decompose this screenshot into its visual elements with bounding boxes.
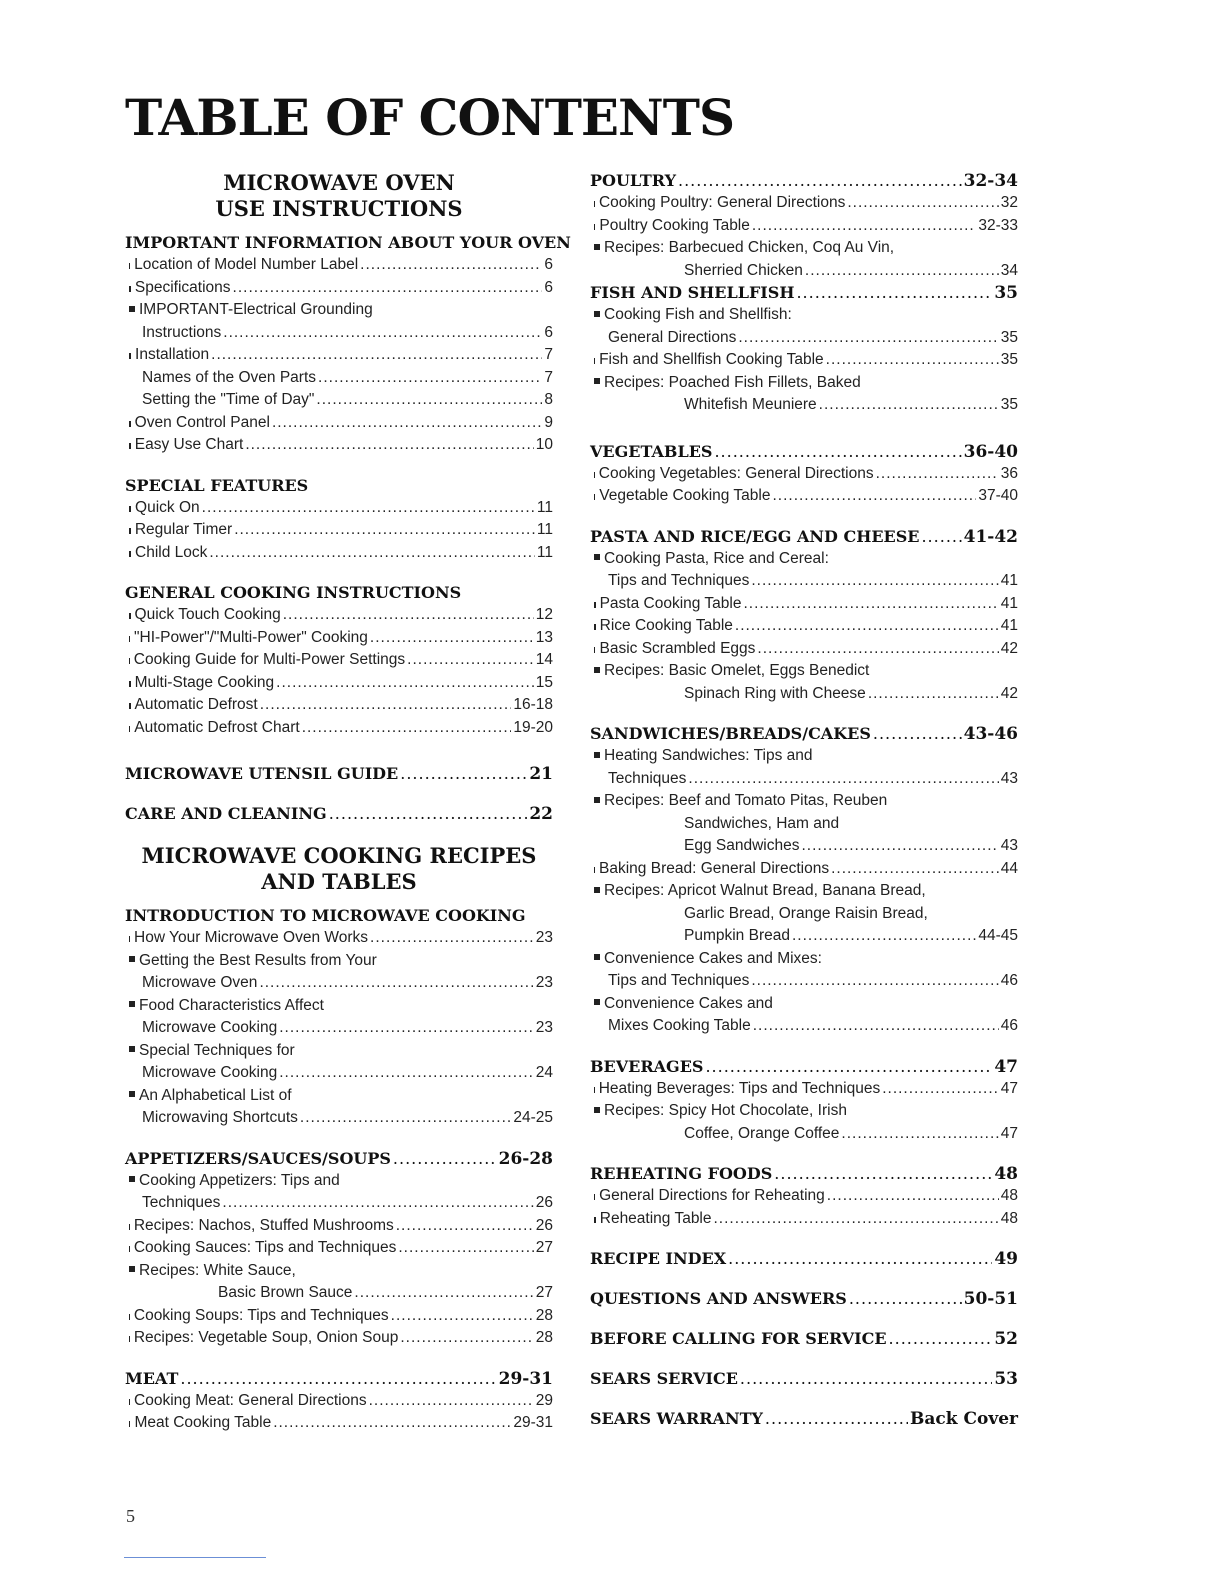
toc-entry: IMPORTANT-Electrical Grounding	[125, 299, 553, 322]
part-heading-line: MICROWAVE COOKING RECIPES	[141, 843, 537, 868]
toc-entry: Easy Use Chart ..... 10	[125, 434, 553, 457]
toc-entry: Quick Touch Cooking ..... 12	[125, 604, 553, 627]
section-heading-beverages: BEVERAGES ..... 47	[590, 1056, 1018, 1078]
section-heading-questions: QUESTIONS AND ANSWERS ..... 50-51	[590, 1288, 1018, 1310]
toc-entry: Cooking Fish and Shellfish:	[590, 304, 1018, 327]
toc-entry: General Directions for Reheating ..... 48	[590, 1185, 1018, 1208]
toc-entry: An Alphabetical List of	[125, 1085, 553, 1108]
bullet-icon	[594, 244, 600, 250]
toc-entry: Garlic Bread, Orange Raisin Bread,	[684, 904, 928, 922]
bullet-icon	[594, 1194, 595, 1200]
toc-entry: Whitefish Meuniere ..... 35	[590, 394, 1018, 417]
bullet-icon	[129, 726, 130, 732]
toc-entry: Instructions ..... 6	[125, 322, 553, 345]
bullet-icon	[129, 1336, 130, 1342]
toc-entry: Recipes: Beef and Tomato Pitas, Reuben	[590, 790, 1018, 813]
toc-entry: Recipes: White Sauce,	[125, 1260, 553, 1283]
bullet-icon	[129, 703, 131, 709]
toc-entry: Pasta Cooking Table ..... 41	[590, 593, 1018, 616]
section-heading-reheating: REHEATING FOODS ..... 48	[590, 1163, 1018, 1185]
toc-entry: Microwave Oven ..... 23	[125, 972, 553, 995]
toc-entry: Cooking Poultry: General Directions ..... 32	[590, 192, 1018, 215]
toc-entry: Recipes: Nachos, Stuffed Mushrooms ..... 26	[125, 1215, 553, 1238]
toc-entry: Heating Sandwiches: Tips and	[590, 745, 1018, 768]
part-heading-line: USE INSTRUCTIONS	[215, 196, 463, 221]
section-heading-care: CARE AND CLEANING ..... 22	[125, 803, 553, 825]
part-heading-line: MICROWAVE OVEN	[223, 170, 455, 195]
toc-entry: Regular Timer ..... 11	[125, 519, 553, 542]
toc-entry: Sandwiches, Ham and	[684, 814, 840, 832]
toc-entry: "HI-Power"/"Multi-Power" Cooking ..... 13	[125, 627, 553, 650]
bullet-icon	[129, 1246, 130, 1252]
toc-entry: Getting the Best Results from Your	[125, 950, 553, 973]
bullet-icon	[129, 658, 130, 664]
bullet-icon	[129, 528, 131, 534]
toc-entry: Meat Cooking Table ..... 29-31	[125, 1412, 553, 1435]
toc-entry: Automatic Defrost ..... 16-18	[125, 694, 553, 717]
page-title: TABLE OF CONTENTS	[125, 88, 735, 147]
bullet-icon	[129, 1091, 135, 1097]
bullet-icon	[129, 936, 130, 942]
bullet-icon	[129, 1176, 135, 1182]
page-number: 5	[126, 1506, 135, 1526]
toc-entry: Cooking Pasta, Rice and Cereal:	[590, 548, 1018, 571]
section-heading-before-service: BEFORE CALLING FOR SERVICE ..... 52	[590, 1328, 1018, 1350]
toc-entry: Installation ..... 7	[125, 344, 553, 367]
bullet-icon	[129, 506, 131, 512]
toc-entry: Techniques ..... 43	[590, 768, 1018, 791]
bullet-icon	[129, 681, 131, 687]
toc-entry: Cooking Appetizers: Tips and	[125, 1170, 553, 1193]
toc-entry: Child Lock ..... 11	[125, 542, 553, 565]
toc-entry: Sherried Chicken ..... 34	[590, 260, 1018, 283]
bullet-icon	[594, 954, 600, 960]
bullet-icon	[129, 1314, 130, 1320]
bullet-icon	[129, 306, 135, 312]
bullet-icon	[594, 201, 595, 207]
section-heading-utensil: MICROWAVE UTENSIL GUIDE ..... 21	[125, 763, 553, 785]
toc-entry: Specifications ..... 6	[125, 277, 553, 300]
toc-entry: Microwave Cooking ..... 24	[125, 1062, 553, 1085]
toc-entry: How Your Microwave Oven Works ..... 23	[125, 927, 553, 950]
bullet-icon	[129, 613, 131, 619]
bullet-icon	[594, 472, 595, 478]
section-heading-recipe-index: RECIPE INDEX ..... 49	[590, 1248, 1018, 1270]
bullet-icon	[594, 494, 595, 500]
toc-entry: Spinach Ring with Cheese ..... 42	[590, 683, 1018, 706]
toc-entry: Convenience Cakes and	[590, 993, 1018, 1016]
toc-entry: Recipes: Apricot Walnut Bread, Banana Bread,	[590, 880, 1018, 903]
bullet-icon	[594, 797, 600, 803]
toc-entry: Names of the Oven Parts ..... 7	[125, 367, 553, 390]
bullet-icon	[594, 378, 600, 384]
toc-entry: Tips and Techniques ..... 41	[590, 570, 1018, 593]
bullet-icon	[594, 311, 600, 317]
bullet-icon	[594, 224, 595, 230]
bullet-icon	[129, 1399, 130, 1405]
toc-entry: Vegetable Cooking Table ..... 37-40	[590, 485, 1018, 508]
bullet-icon	[594, 867, 595, 873]
toc-entry: Recipes: Poached Fish Fillets, Baked	[590, 372, 1018, 395]
toc-entry: Convenience Cakes and Mixes:	[590, 948, 1018, 971]
toc-entry: Quick On ..... 11	[125, 497, 553, 520]
part-heading-line: AND TABLES	[261, 869, 417, 894]
bullet-icon	[594, 358, 595, 364]
toc-entry: Recipes: Barbecued Chicken, Coq Au Vin,	[590, 237, 1018, 260]
toc-entry: Automatic Defrost Chart ..... 19-20	[125, 717, 553, 740]
part-heading-recipes	[125, 843, 553, 895]
bullet-icon	[594, 624, 596, 630]
toc-entry: Basic Brown Sauce ..... 27	[125, 1282, 553, 1305]
bullet-icon	[129, 956, 135, 962]
bullet-icon	[594, 667, 600, 673]
bullet-icon	[129, 1046, 135, 1052]
bullet-icon	[129, 1224, 130, 1230]
toc-entry: Basic Scrambled Eggs ..... 42	[590, 638, 1018, 661]
section-heading-vegetables: VEGETABLES ..... 36-40	[590, 441, 1018, 463]
toc-entry: Microwave Cooking ..... 23	[125, 1017, 553, 1040]
toc-entry: Tips and Techniques ..... 46	[590, 970, 1018, 993]
bottom-rule	[124, 1557, 266, 1558]
toc-entry: Cooking Sauces: Tips and Techniques ..... 27	[125, 1237, 553, 1260]
section-heading-important: IMPORTANT INFORMATION ABOUT YOUR OVEN	[125, 233, 571, 252]
section-heading-sears-warranty: SEARS WARRANTY ..... Back Cover	[590, 1408, 1018, 1430]
right-column	[590, 170, 1018, 1430]
bullet-icon	[594, 887, 600, 893]
bullet-icon	[594, 752, 600, 758]
toc-entry: Cooking Meat: General Directions ..... 29	[125, 1390, 553, 1413]
bullet-icon	[129, 1001, 135, 1007]
toc-entry: Recipes: Basic Omelet, Eggs Benedict	[590, 660, 1018, 683]
section-heading-sears-service: SEARS SERVICE ..... 53	[590, 1368, 1018, 1390]
bullet-icon	[594, 1107, 600, 1113]
section-heading-intro: INTRODUCTION TO MICROWAVE COOKING	[125, 906, 526, 925]
section-heading-pasta: PASTA AND RICE/EGG AND CHEESE ..... 41-42	[590, 526, 1018, 548]
toc-entry: Microwaving Shortcuts ..... 24-25	[125, 1107, 553, 1130]
section-heading-general: GENERAL COOKING INSTRUCTIONS	[125, 583, 462, 602]
bullet-icon	[129, 551, 131, 557]
toc-entry: Reheating Table ..... 48	[590, 1208, 1018, 1231]
toc-entry: Heating Beverages: Tips and Techniques ..... 47	[590, 1078, 1018, 1101]
bullet-icon	[129, 286, 131, 292]
bullet-icon	[129, 263, 130, 269]
section-heading-poultry: POULTRY ..... 32-34	[590, 170, 1018, 192]
toc-entry: Setting the "Time of Day" ..... 8	[125, 389, 553, 412]
toc-entry: Location of Model Number Label ..... 6	[125, 254, 553, 277]
section-heading-special: SPECIAL FEATURES	[125, 475, 309, 495]
bullet-icon	[129, 636, 130, 642]
bullet-icon	[594, 602, 596, 608]
bullet-icon	[129, 443, 131, 449]
toc-entry: Oven Control Panel ..... 9	[125, 412, 553, 435]
toc-entry: General Directions ..... 35	[590, 327, 1018, 350]
bullet-icon	[594, 554, 600, 560]
bullet-icon	[594, 647, 595, 653]
bullet-icon	[594, 1087, 595, 1093]
toc-entry: Fish and Shellfish Cooking Table ..... 35	[590, 349, 1018, 372]
bullet-icon	[129, 1421, 130, 1427]
toc-entry: Coffee, Orange Coffee ..... 47	[590, 1123, 1018, 1146]
part-heading-use-instructions	[125, 170, 553, 222]
toc-entry: Baking Bread: General Directions ..... 44	[590, 858, 1018, 881]
toc-entry: Special Techniques for	[125, 1040, 553, 1063]
section-heading-appetizers: APPETIZERS/SAUCES/SOUPS ..... 26-28	[125, 1148, 553, 1170]
section-heading-meat: MEAT ..... 29-31	[125, 1368, 553, 1390]
toc-entry: Mixes Cooking Table ..... 46	[590, 1015, 1018, 1038]
toc-entry: Pumpkin Bread ..... 44-45	[590, 925, 1018, 948]
toc-entry: Multi-Stage Cooking ..... 15	[125, 672, 553, 695]
toc-entry: Food Characteristics Affect	[125, 995, 553, 1018]
section-heading-sandwiches: SANDWICHES/BREADS/CAKES ..... 43-46	[590, 723, 1018, 745]
toc-entry: Poultry Cooking Table ..... 32-33	[590, 215, 1018, 238]
section-heading-fish: FISH AND SHELLFISH ..... 35	[590, 282, 1018, 304]
toc-entry: Techniques ..... 26	[125, 1192, 553, 1215]
bullet-icon	[594, 999, 600, 1005]
toc-entry: Cooking Vegetables: General Directions ..... 36	[590, 463, 1018, 486]
left-column	[125, 170, 571, 1435]
toc-entry: Recipes: Vegetable Soup, Onion Soup ..... 28	[125, 1327, 553, 1350]
toc-entry: Rice Cooking Table ..... 41	[590, 615, 1018, 638]
toc-entry: Egg Sandwiches ..... 43	[590, 835, 1018, 858]
toc-entry: Cooking Guide for Multi-Power Settings ..... 14	[125, 649, 553, 672]
bullet-icon	[594, 1217, 596, 1223]
toc-entry: Cooking Soups: Tips and Techniques ..... 28	[125, 1305, 553, 1328]
bullet-icon	[129, 353, 131, 359]
toc-entry: Recipes: Spicy Hot Chocolate, Irish	[590, 1100, 1018, 1123]
bullet-icon	[129, 421, 131, 427]
bullet-icon	[129, 1266, 135, 1272]
